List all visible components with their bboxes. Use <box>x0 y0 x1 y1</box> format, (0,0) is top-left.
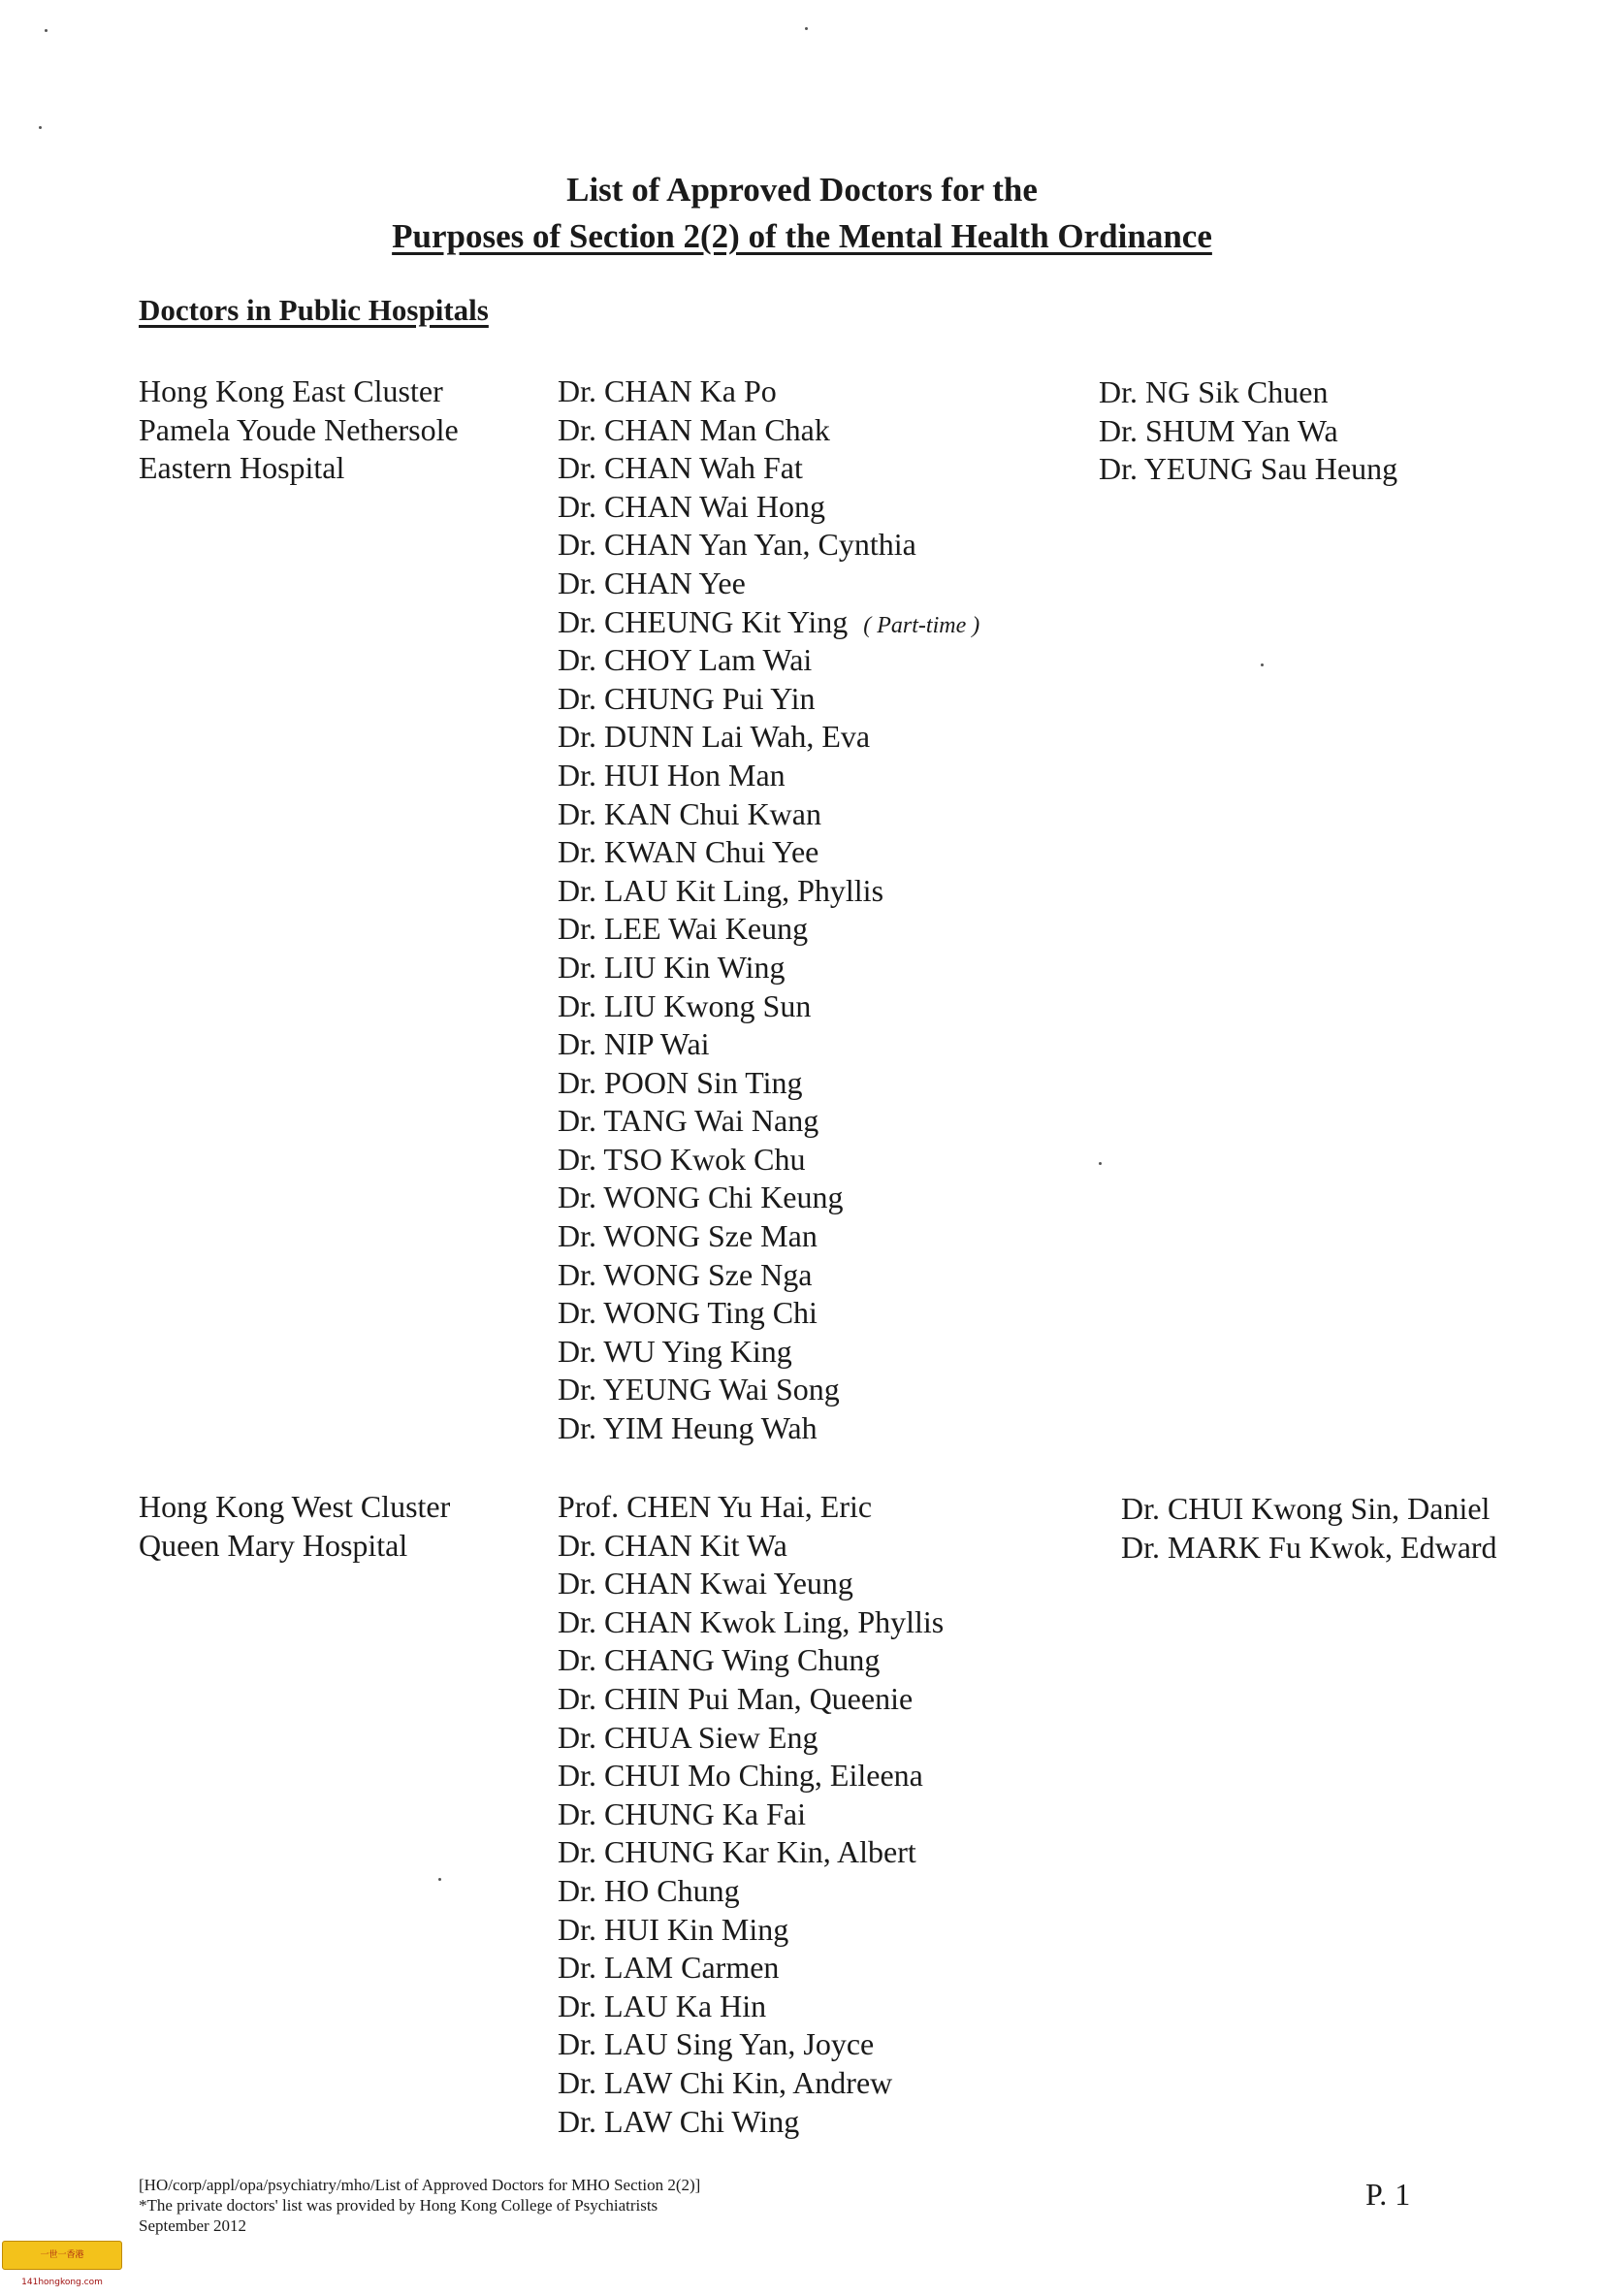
cluster-name-line: Eastern Hospital <box>139 450 345 486</box>
footer-file-path: [HO/corp/appl/opa/psychiatry/mho/List of Approved Doctors for MHO Section 2(2)] <box>139 2176 701 2194</box>
doctor-name: Dr. LAW Chi Kin, Andrew <box>558 2064 893 2100</box>
document-title-line2-text: Purposes of Section 2(2) of the Mental Health Ordinance <box>392 217 1212 255</box>
cluster-name-line: Hong Kong East Cluster <box>139 373 443 408</box>
scan-speck <box>45 29 48 32</box>
doctor-name: Dr. TSO Kwok Chu <box>558 1141 806 1177</box>
doctor-name: Dr. WONG Ting Chi <box>558 1295 818 1331</box>
doctor-list-primary <box>558 1488 944 2141</box>
doctor-list-primary <box>558 372 979 1448</box>
doctor-name: Dr. WONG Chi Keung <box>558 1180 844 1215</box>
doctor-name: Dr. DUNN Lai Wah, Eva <box>558 719 871 755</box>
doctor-name: Dr. KAN Chui Kwan <box>558 795 821 831</box>
doctor-name: Dr. YEUNG Wai Song <box>558 1372 840 1407</box>
doctor-name: Dr. CHUA Siew Eng <box>558 1719 818 1755</box>
part-time-note: ( Part-time ) <box>863 612 980 638</box>
doctor-name: Dr. POON Sin Ting <box>558 1064 803 1100</box>
doctor-name: Dr. LAW Chi Wing <box>558 2103 800 2139</box>
doctor-name: Dr. CHUI Kwong Sin, Daniel <box>1121 1491 1491 1526</box>
doctor-name: Dr. CHAN Kwai Yeung <box>558 1566 853 1601</box>
doctor-name: Dr. NG Sik Chuen <box>1099 374 1329 409</box>
doctor-name: Dr. LAU Kit Ling, Phyllis <box>558 872 884 908</box>
doctor-name: Dr. CHAN Yee <box>558 565 746 600</box>
doctor-name: Dr. TANG Wai Nang <box>558 1103 819 1139</box>
doctor-name: Prof. CHEN Yu Hai, Eric <box>558 1489 873 1524</box>
document-title-line2 <box>0 213 1604 260</box>
doctor-name: Dr. HO Chung <box>558 1872 740 1908</box>
doctor-name: Dr. CHUI Mo Ching, Eileena <box>558 1758 923 1794</box>
doctor-name: Dr. CHAN Wai Hong <box>558 488 825 524</box>
scan-speck <box>438 1878 441 1881</box>
doctor-name: Dr. CHAN Man Chak <box>558 411 830 447</box>
doctor-name: Dr. HUI Hon Man <box>558 757 786 792</box>
doctor-name: Dr. WONG Sze Man <box>558 1218 818 1254</box>
cluster-name <box>139 1488 450 1565</box>
doctor-name: Dr. CHAN Wah Fat <box>558 450 803 486</box>
doctor-name: Dr. CHIN Pui Man, Queenie <box>558 1680 914 1716</box>
doctor-name: Dr. MARK Fu Kwok, Edward <box>1121 1529 1497 1565</box>
doctor-name: Dr. LAU Ka Hin <box>558 1988 767 2023</box>
doctor-name: Dr. YEUNG Sau Heung <box>1099 451 1398 487</box>
section-heading: Doctors in Public Hospitals <box>139 293 489 327</box>
doctor-name: Dr. WU Ying King <box>558 1333 792 1369</box>
doctor-name: Dr. CHAN Kwok Ling, Phyllis <box>558 1603 945 1639</box>
scan-speck <box>805 27 808 30</box>
doctor-name: Dr. CHAN Yan Yan, Cynthia <box>558 527 916 563</box>
cluster-name <box>139 372 459 488</box>
doctor-name: Dr. LAM Carmen <box>558 1950 780 1986</box>
doctor-name: Dr. HUI Kin Ming <box>558 1911 789 1947</box>
cluster-name-line: Queen Mary Hospital <box>139 1527 408 1563</box>
document-title-line1: List of Approved Doctors for the <box>566 171 1038 209</box>
doctor-name: Dr. CHEUNG Kit Ying <box>558 603 849 639</box>
page-number: P. 1 <box>1365 2177 1411 2212</box>
cluster-name-line: Hong Kong West Cluster <box>139 1489 451 1524</box>
site-watermark-logo: 一世一香港 141hongkong.com <box>2 2241 122 2270</box>
doctor-name: Dr. LAU Sing Yan, Joyce <box>558 2026 875 2062</box>
doctor-name: Dr. YIM Heung Wah <box>558 1410 818 1446</box>
doctor-name: Dr. CHAN Ka Po <box>558 373 777 408</box>
doctor-name: Dr. WONG Sze Nga <box>558 1256 813 1292</box>
doctor-name: Dr. LIU Kwong Sun <box>558 987 812 1023</box>
scan-speck <box>1261 663 1264 666</box>
doctor-name: Dr. CHUNG Pui Yin <box>558 680 816 716</box>
doctor-name: Dr. CHUNG Ka Fai <box>558 1795 806 1831</box>
doctor-name: Dr. SHUM Yan Wa <box>1099 412 1338 448</box>
cluster-name-line: Pamela Youde Nethersole <box>139 411 459 447</box>
doctor-name: Dr. NIP Wai <box>558 1026 710 1062</box>
footer-notes <box>139 2175 700 2236</box>
footer-source-note: *The private doctors' list was provided by Hong Kong College of Psychiatrists <box>139 2196 658 2215</box>
scan-speck <box>1099 1162 1102 1165</box>
doctor-list-secondary <box>1099 373 1397 489</box>
doctor-name: Dr. CHANG Wing Chung <box>558 1642 881 1678</box>
scan-speck <box>39 126 42 129</box>
doctor-name: Dr. LEE Wai Keung <box>558 911 809 947</box>
doctor-list-secondary <box>1121 1490 1497 1567</box>
doctor-name: Dr. CHOY Lam Wai <box>558 642 813 678</box>
doctor-name: Dr. LIU Kin Wing <box>558 949 786 985</box>
footer-date: September 2012 <box>139 2216 246 2235</box>
doctor-row-part-time <box>558 603 979 642</box>
doctor-name: Dr. CHUNG Kar Kin, Albert <box>558 1834 916 1870</box>
doctor-name: Dr. CHAN Kit Wa <box>558 1527 787 1563</box>
doctor-name: Dr. KWAN Chui Yee <box>558 834 819 870</box>
